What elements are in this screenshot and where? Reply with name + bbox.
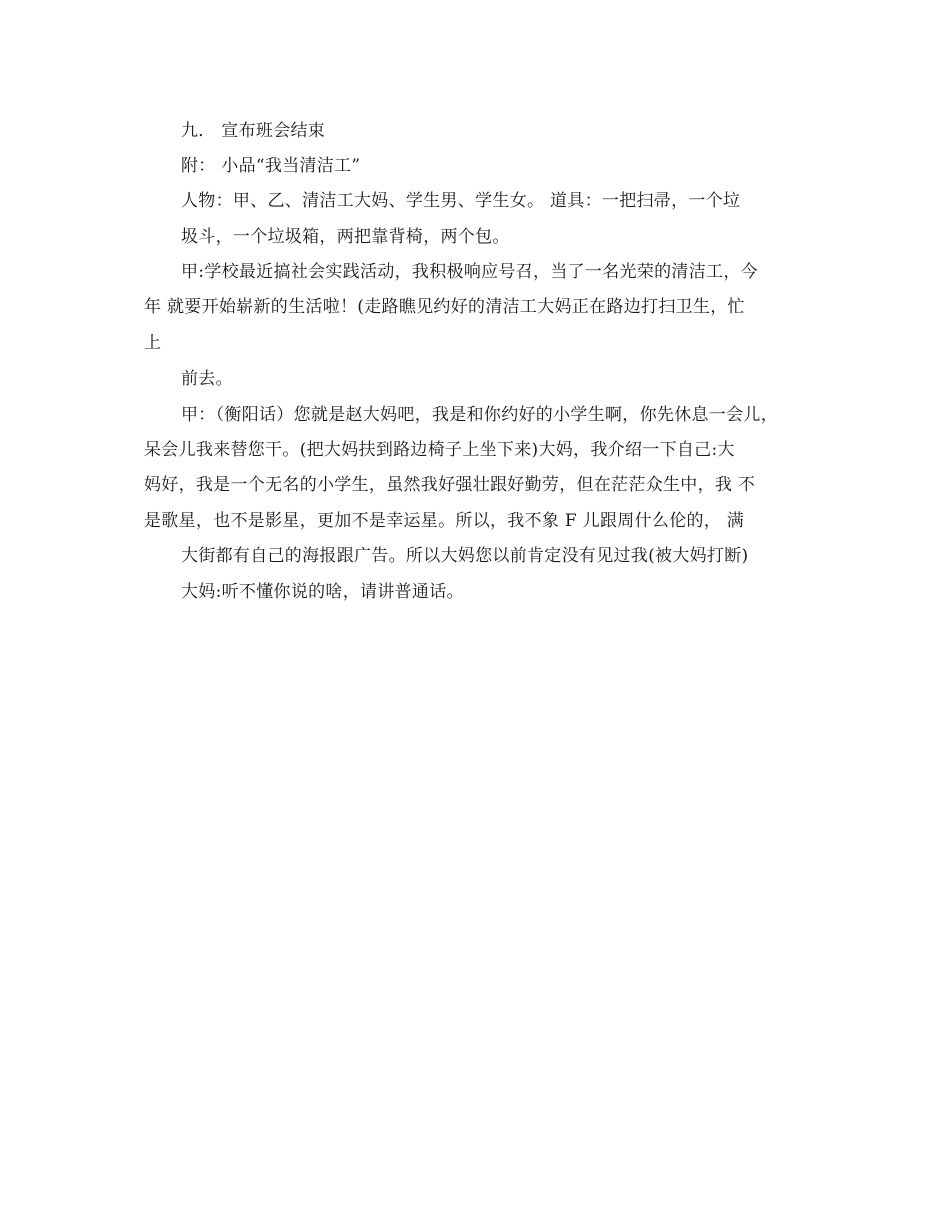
text-line: 年 就要开始崭新的生活啦！(走路瞧见约好的清洁工大妈正在路边打扫卫生，忙 [144, 297, 745, 317]
section-heading-nine: 九． 宣布班会结束 [181, 121, 326, 141]
text-line: 圾斗，一个垃圾箱，两把靠背椅，两个包。 [181, 227, 510, 247]
text-line: 呆会儿我来替您干。(把大妈扶到路边椅子上坐下来)大妈，我介绍一下自己:大 [144, 440, 735, 460]
text-line: 甲:学校最近搞社会实践活动，我积极响应号召，当了一名光荣的清洁工，今 [181, 262, 758, 282]
text-line: 上 [144, 333, 162, 353]
text-line: 甲：（衡阳话）您就是赵大妈吧，我是和你约好的小学生啊，你先休息一会儿， [181, 405, 778, 425]
text-line: 大街都有自己的海报跟广告。所以大妈您以前肯定没有见过我(被大妈打断) [181, 546, 749, 566]
text-line: 大妈:听不懂你说的啥，请讲普通话。 [181, 582, 464, 602]
text-line: 人物：甲、乙、清洁工大妈、学生男、学生女。 道具：一把扫帚，一个垃 [181, 191, 741, 211]
text-line: 是歌星，也不是影星，更加不是幸运星。所以，我不象 F 儿跟周什么伦的， 满 [144, 511, 745, 531]
text-line: 前去。 [181, 369, 233, 389]
text-line: 妈好，我是一个无名的小学生，虽然我好强壮跟好勤劳，但在茫茫众生中，我 不 [144, 475, 756, 495]
appendix-title: 附： 小品“我当清洁工” [181, 156, 361, 176]
